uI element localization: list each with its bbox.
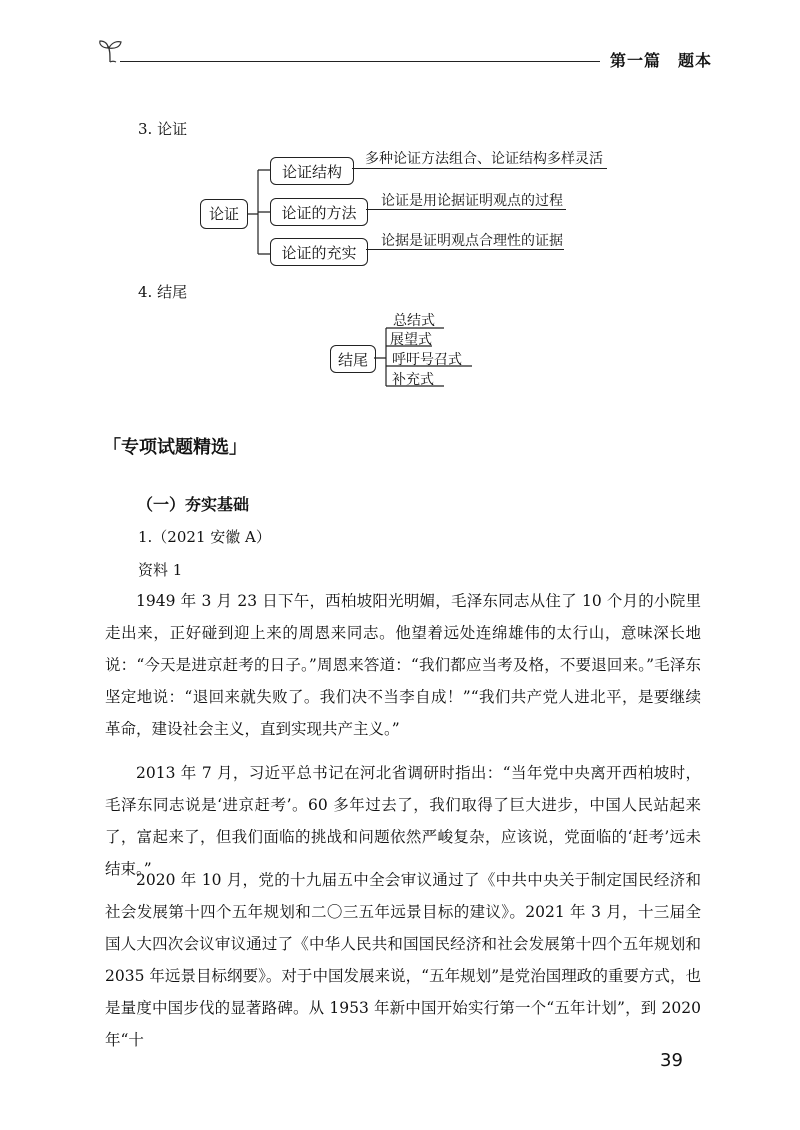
outline-rule: [352, 168, 607, 169]
outline-root-ending: 结尾: [330, 345, 376, 373]
outline-branch-argument-support: 论证的充实: [270, 238, 368, 266]
outline-ending-option: 补充式: [392, 372, 434, 388]
header-rule: [120, 61, 600, 62]
outline-branch-argument-method: 论证的方法: [270, 198, 368, 226]
outline-note-argument-method: 论证是用论据证明观点的过程: [381, 193, 563, 209]
body-paragraph: 1949 年 3 月 23 日下午，西柏坡阳光明媚，毛泽东同志从住了 10 个月的小院里走出来，正好碰到迎上来的周恩来同志。他望着远处连绵雄伟的太行山，意味深长地说：“今天是进京赶考的日子。”周恩来答道：“我们都应当考及格，不要退回来。”毛泽东坚定地说：“退回来就失败了。我们决不当李自成！”“我们共产党人进北平，是要继续革命，建设社会主义，直到实现共产主义。”: [105, 592, 701, 738]
outline-note-argument-support: 论据是证明观点合理性的证据: [381, 233, 563, 249]
outline-branch-argument-structure: 论证结构: [270, 157, 354, 185]
outline-ending-option: 展望式: [390, 332, 432, 348]
outline-note-argument-structure: 多种论证方法组合、论证结构多样灵活: [365, 151, 603, 167]
section-title: 「专项试题精选」: [103, 437, 247, 458]
body-paragraph: 2020 年 10 月，党的十九届五中全会审议通过了《中共中央关于制定国民经济和社会发展第十四个五年规划和二〇三五年远景目标的建议》。2021 年 3 月，十三届全国人大四次会议审议通过了《中华人民共和国国民经济和社会发展第十四个五年规划和 2035 年远景目标纲要》。对于中国发展来说，“五年规划”是党治国理政的重要方式，也是量度中国步伐的显著路碑。从 1953 年新中国开始实行第一个“五年计划”，到 2020 年“十: [105, 871, 701, 1049]
body-paragraph: 2013 年 7 月，习近平总书记在河北省调研时指出：“当年党中央离开西柏坡时，毛泽东同志说是‘进京赶考’。60 多年过去了，我们取得了巨大进步，中国人民站起来了，富起来了，但我们面临的挑战和问题依然严峻复杂，应该说，党面临的‘赶考’远未结束。”: [105, 764, 701, 878]
header-section-title: 第一篇 题本: [610, 51, 713, 70]
material-heading: 资料 1: [138, 561, 183, 579]
corner-bracket-open-icon: 「: [103, 437, 121, 458]
outline-root-argument: 论证: [200, 199, 248, 229]
page-number: 39: [660, 1050, 683, 1071]
outline-rule: [366, 249, 564, 250]
corner-bracket-close-icon: 」: [229, 437, 247, 458]
outline-item-3-heading: 3. 论证: [138, 120, 188, 138]
outline-ending-option: 总结式: [393, 313, 435, 329]
question-heading: 1.（2021 安徽 A）: [138, 528, 271, 546]
subsection-title: （一）夯实基础: [137, 495, 250, 514]
outline-item-4-heading: 4. 结尾: [138, 283, 188, 301]
outline-ending-option: 呼吁号召式: [392, 352, 462, 368]
outline-rule: [366, 209, 566, 210]
